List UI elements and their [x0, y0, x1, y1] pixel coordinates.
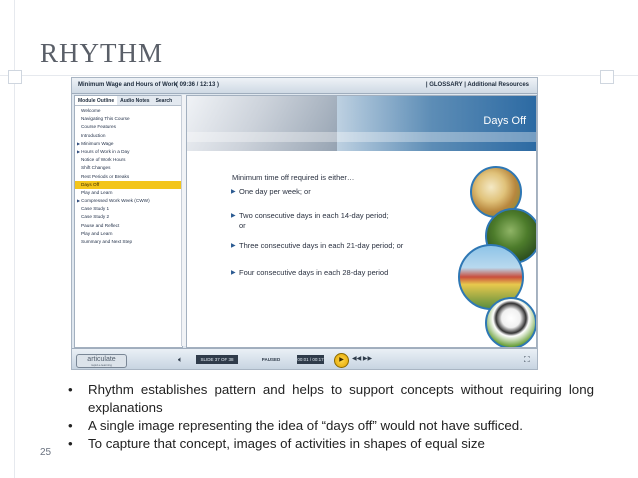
outline-item-label: Compressed Work Week (CWW) — [81, 198, 150, 204]
outline-item-label: Case Study 1 — [81, 206, 110, 212]
tab-module-outline[interactable]: Module Outline — [75, 96, 117, 105]
outline-item-label: Play and Learn — [81, 189, 113, 195]
slide-bullets — [68, 381, 594, 453]
triangle-bullet-icon: ▶ — [231, 270, 236, 276]
outline-item[interactable] — [75, 156, 182, 164]
outline-item[interactable] — [75, 115, 182, 123]
bullet-item: • To capture that concept, images of activities in shapes of equal size — [68, 435, 594, 453]
page-number: 25 — [40, 447, 52, 458]
triangle-bullet-icon: ▶ — [231, 243, 236, 249]
option-text: Four consecutive days in each 28-day period — [239, 268, 389, 277]
content-banner — [187, 96, 536, 151]
option-item — [231, 241, 404, 251]
outline-item[interactable] — [75, 189, 182, 197]
logo-text: articulate — [87, 356, 116, 363]
outline-item[interactable] — [75, 230, 182, 238]
outline-item[interactable] — [75, 164, 182, 172]
playback-timer: 00:01 / 00:17 — [297, 357, 324, 362]
outline-item-label: Hours of Work in a Day — [81, 148, 130, 154]
outline-item[interactable] — [75, 197, 182, 205]
outline-tabs — [75, 96, 182, 106]
decorative-horizontal-line — [0, 75, 638, 76]
logo-subtext: rapid e-learning — [91, 363, 112, 367]
option-text: Two consecutive days in each 14-day period; — [239, 211, 389, 220]
outline-item-label: Navigating This Course — [81, 116, 130, 122]
fullscreen-icon[interactable]: ⛶ — [524, 355, 530, 364]
player-titlebar — [72, 78, 537, 94]
outline-item-label: Introduction — [81, 132, 106, 138]
module-outline-panel — [74, 95, 183, 348]
outline-item-label: Summary and Next Step — [81, 239, 133, 244]
outline-item[interactable] — [75, 107, 182, 115]
banner-label: Days Off — [483, 115, 526, 127]
course-time: ( 09:36 / 12:13 ) — [176, 82, 220, 88]
slide-status: SLIDE 37 OF 38 — [196, 355, 238, 364]
outline-item-label: Case Study 2 — [81, 214, 110, 220]
outline-item[interactable] — [75, 173, 182, 181]
playback-state: PAUSED — [261, 357, 281, 362]
outline-item-label: Course Features — [81, 124, 116, 130]
expand-arrow-icon[interactable]: ▶ — [77, 198, 81, 204]
outline-item[interactable] — [75, 238, 182, 246]
outline-item-label: Welcome — [81, 108, 101, 113]
outline-item[interactable] — [75, 222, 182, 230]
option-item — [231, 268, 389, 278]
course-title: Minimum Wage and Hours of Work — [78, 82, 178, 88]
outline-item[interactable] — [75, 132, 182, 140]
option-item — [231, 211, 389, 231]
triangle-bullet-icon: ▶ — [231, 213, 236, 219]
outline-item-label: Minimum Wage — [81, 140, 114, 146]
outline-item-label: Pause and Reflect — [81, 222, 120, 228]
bullet-item: • A single image representing the idea of “days off” would not have sufficed. — [68, 417, 594, 435]
tab-search[interactable]: Search — [155, 98, 173, 104]
rewind-icon[interactable]: ◀◀ ▶▶ — [352, 356, 373, 362]
soccer-ball-circle-image — [485, 297, 537, 348]
slide-title: RHYTHM — [40, 38, 164, 68]
option-text: One day per week; or — [239, 187, 311, 196]
outline-item[interactable] — [75, 140, 182, 148]
option-text-continued: or — [239, 221, 246, 230]
articulate-logo — [76, 354, 127, 368]
outline-item[interactable] — [75, 148, 182, 156]
outline-item-label: Play and Learn — [81, 230, 113, 236]
decorative-square-right — [600, 70, 614, 84]
glossary-resources-links[interactable]: | GLOSSARY | Additional Resources — [425, 82, 529, 88]
triangle-bullet-icon: ▶ — [231, 189, 236, 195]
content-intro: Minimum time off required is either… — [232, 173, 355, 182]
option-item — [231, 187, 311, 197]
banner-photo — [187, 96, 337, 151]
outline-item-label: Days Off — [81, 181, 100, 187]
outline-item[interactable] — [75, 123, 182, 131]
decorative-square-left — [8, 70, 22, 84]
outline-item-label: Rest Periods or Breaks — [81, 173, 130, 179]
play-pause-icon[interactable]: ▶ — [334, 353, 349, 368]
option-text: Three consecutive days in each 21-day period; or — [239, 241, 404, 250]
outline-item-label: Shift Changes — [81, 165, 111, 171]
outline-list — [75, 106, 182, 246]
slide-content — [186, 95, 537, 348]
volume-icon[interactable]: 🔈︎ — [178, 355, 183, 364]
bullet-item: • Rhythm establishes pattern and helps to support concepts without requiring long explanations — [68, 381, 594, 417]
banner-band — [187, 132, 536, 142]
outline-item[interactable] — [75, 181, 182, 189]
expand-arrow-icon[interactable]: ▶ — [77, 148, 81, 154]
outline-item[interactable] — [75, 213, 182, 221]
player-controlbar — [72, 348, 537, 370]
outline-item-label: Notice of Work Hours — [81, 157, 126, 163]
outline-item[interactable] — [75, 205, 182, 213]
elearning-player — [71, 77, 538, 370]
tab-audio-notes[interactable]: Audio Notes — [120, 98, 150, 104]
expand-arrow-icon[interactable]: ▶ — [77, 140, 81, 146]
